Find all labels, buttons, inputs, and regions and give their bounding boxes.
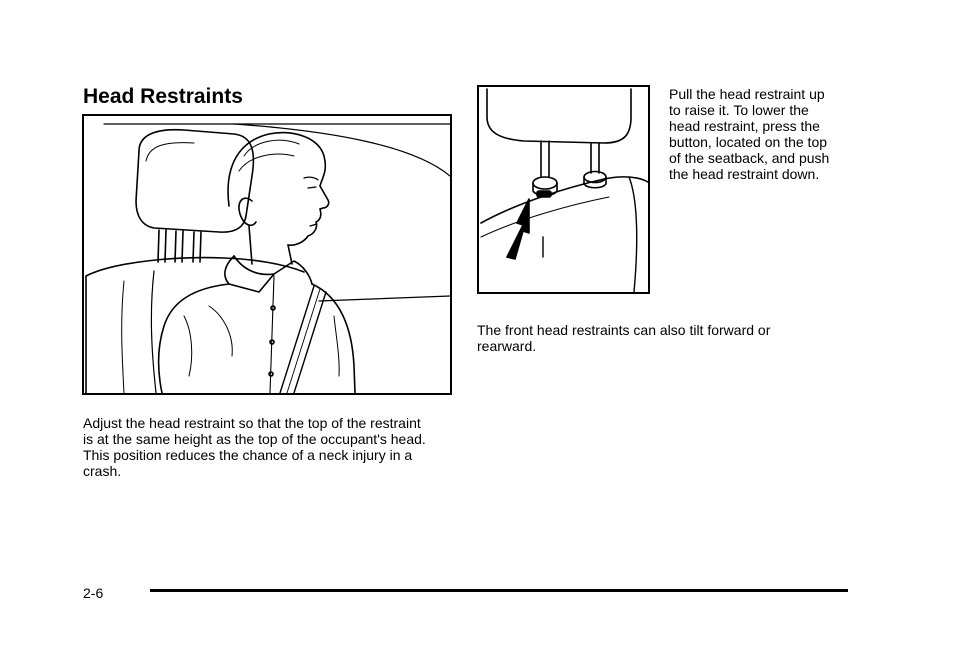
- text-line: crash.: [83, 463, 122, 479]
- text-line: to raise it. To lower the: [669, 102, 809, 118]
- tilt-paragraph: [477, 322, 837, 354]
- text-line: the head restraint down.: [669, 166, 820, 182]
- text-line: is at the same height as the top of the occupant's head.: [83, 431, 426, 447]
- footer-rule: [150, 589, 848, 592]
- section-title: Head Restraints: [83, 85, 243, 108]
- occupant-headrest-illustration: [84, 116, 450, 393]
- raise-lower-paragraph: [669, 86, 869, 182]
- page-number: 2-6: [83, 585, 104, 601]
- headrest-button-figure: [477, 85, 650, 294]
- text-line: The front head restraints can also tilt forward or: [477, 322, 771, 338]
- text-line: head restraint, press the: [669, 118, 820, 134]
- text-line: rearward.: [477, 338, 537, 354]
- text-line: Adjust the head restraint so that the top of the restraint: [83, 415, 421, 431]
- occupant-headrest-figure: [82, 114, 452, 395]
- text-line: of the seatback, and push: [669, 150, 830, 166]
- text-line: This position reduces the chance of a neck injury in a: [83, 447, 413, 463]
- text-line: button, located on the top: [669, 134, 828, 150]
- adjust-paragraph: [83, 415, 463, 479]
- text-line: Pull the head restraint up: [669, 86, 825, 102]
- headrest-release-button-illustration: [479, 87, 648, 292]
